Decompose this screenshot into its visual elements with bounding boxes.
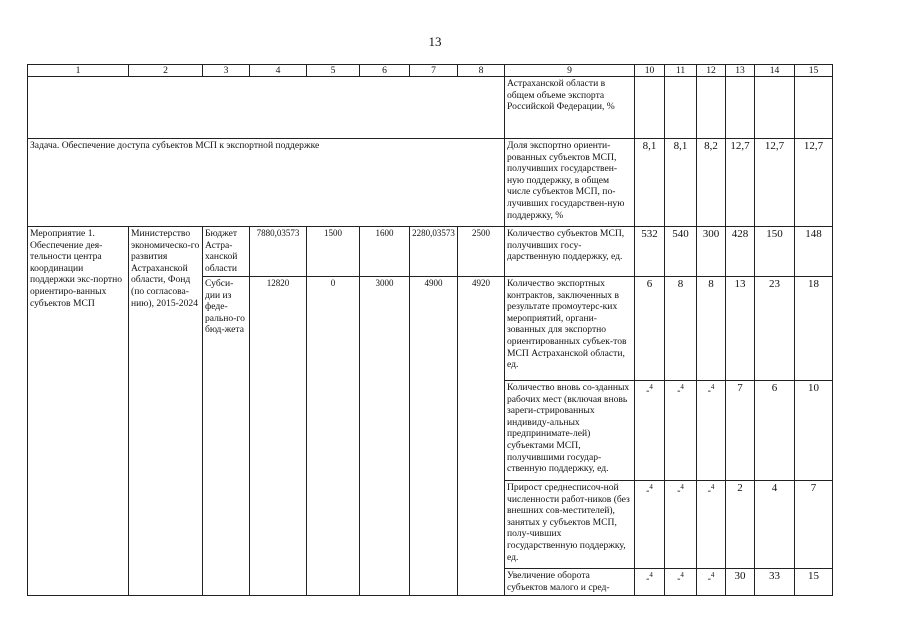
value-cell: 150 — [755, 227, 795, 277]
footnote-mark: 4 — [710, 383, 715, 391]
column-header: 1 — [28, 65, 129, 77]
funding-total: 12820 — [250, 277, 307, 596]
column-header: 13 — [726, 65, 755, 77]
value-cell: 12,7 — [795, 139, 833, 227]
value-cell: 8,2 — [697, 139, 726, 227]
value-cell: 12,7 — [726, 139, 755, 227]
measure-executor: Министерство экономическо-го развития Астраханской области, Фонд (по согласова-нию), 2015-2024 — [129, 227, 203, 596]
dash-value: - — [707, 385, 711, 397]
indicator-cell: Количество вновь со-зданных рабочих мест (включая вновь зареги-стрированных индивиду-альных предпринимате-лей) субъектами МСП, получившими государ-ственную поддержку, ед. — [505, 381, 635, 481]
indicator-cell: Доля экспортно ориенти-рованных субъектов МСП, получивших государствен-ную поддержку, в общем числе субъектов МСП, по-лучивших государствен-ную поддержку, % — [505, 139, 635, 227]
empty-cell — [755, 77, 795, 139]
value-cell: 33 — [755, 569, 795, 596]
value-cell: 8,1 — [665, 139, 697, 227]
value-cell — [635, 381, 665, 481]
column-header: 11 — [665, 65, 697, 77]
value-cell: 10 — [795, 381, 833, 481]
footnote-mark: 4 — [680, 571, 684, 579]
value-cell: 15 — [795, 569, 833, 596]
value-cell: 7 — [795, 481, 833, 569]
column-header: 9 — [505, 65, 635, 77]
measure-name: Мероприятие 1. Обеспечение дея-тельности центра координации поддержки экс-портно ориентиро-ванных субъектов МСП — [28, 227, 129, 596]
empty-cell — [697, 77, 726, 139]
funding-value: 1500 — [307, 227, 360, 277]
value-cell: 18 — [795, 277, 833, 381]
program-table — [27, 64, 833, 596]
dash-value: - — [707, 573, 711, 585]
value-cell — [635, 569, 665, 596]
column-header: 14 — [755, 65, 795, 77]
funding-value: 2500 — [458, 227, 505, 277]
value-cell — [665, 569, 697, 596]
value-cell: 300 — [697, 227, 726, 277]
footnote-mark: 4 — [649, 571, 653, 579]
funding-value: 0 — [307, 277, 360, 596]
footnote-mark: 4 — [649, 383, 653, 391]
column-header: 12 — [697, 65, 726, 77]
dash-value: - — [646, 573, 650, 585]
funding-value: 4900 — [410, 277, 458, 596]
footnote-mark: 4 — [649, 483, 653, 491]
value-cell: 8 — [665, 277, 697, 381]
column-header: 3 — [203, 65, 250, 77]
value-cell — [697, 481, 726, 569]
value-cell: 12,7 — [755, 139, 795, 227]
column-header: 7 — [410, 65, 458, 77]
empty-cell — [635, 77, 665, 139]
page-number: 13 — [428, 34, 442, 49]
funding-value: 1600 — [360, 227, 410, 277]
indicator-cell: Количество субъектов МСП, получивших госу-дарственную поддержку, ед. — [505, 227, 635, 277]
column-header: 8 — [458, 65, 505, 77]
column-header: 4 — [250, 65, 307, 77]
value-cell: 6 — [755, 381, 795, 481]
value-cell — [665, 381, 697, 481]
empty-cell — [28, 77, 505, 139]
column-header: 10 — [635, 65, 665, 77]
value-cell: 30 — [726, 569, 755, 596]
funding-source: Субси-дии из феде-рально-го бюд-жета — [203, 277, 250, 596]
indicator-cell: Количество экспортных контрактов, заключенных в результате промоутерс-ких мероприятий, органи-зованных для экспортно ориентированных субъек-тов МСП Астраханской области, ед. — [505, 277, 635, 381]
dash-value: - — [646, 385, 650, 397]
funding-value: 4920 — [458, 277, 505, 596]
value-cell: 540 — [665, 227, 697, 277]
dash-value: - — [677, 385, 681, 397]
empty-cell — [795, 77, 833, 139]
value-cell — [635, 481, 665, 569]
value-cell: 8 — [697, 277, 726, 381]
value-cell: 6 — [635, 277, 665, 381]
funding-source: Бюджет Астра-ханской области — [203, 227, 250, 277]
value-cell — [665, 481, 697, 569]
dash-value: - — [677, 485, 681, 497]
footnote-mark: 4 — [680, 483, 684, 491]
task-title: Задача. Обеспечение доступа субъектов МСП к экспортной поддержке — [28, 139, 505, 227]
funding-value: 3000 — [360, 277, 410, 596]
value-cell: 532 — [635, 227, 665, 277]
value-cell — [697, 569, 726, 596]
empty-cell — [726, 77, 755, 139]
dash-value: - — [677, 573, 681, 585]
measure-row-1 — [28, 227, 833, 277]
column-header: 6 — [360, 65, 410, 77]
value-cell: 8,1 — [635, 139, 665, 227]
funding-total: 7880,03573 — [250, 227, 307, 277]
value-cell: 7 — [726, 381, 755, 481]
column-header-row — [28, 65, 833, 77]
value-cell: 13 — [726, 277, 755, 381]
footnote-mark: 4 — [680, 383, 684, 391]
task-row — [28, 139, 833, 227]
indicator-cell: Астраханской области в общем объеме экспорта Российской Федерации, % — [505, 77, 635, 139]
funding-value: 2280,03573 — [410, 227, 458, 277]
value-cell — [697, 381, 726, 481]
value-cell: 23 — [755, 277, 795, 381]
dash-value: - — [707, 485, 711, 497]
value-cell: 148 — [795, 227, 833, 277]
footnote-mark: 4 — [710, 483, 715, 491]
indicator-cell: Прирост среднесписоч-ной численности работ-ников (без внешних сов-местителей), занятых у субъектов МСП, полу-чивших государственную поддержку, ед. — [505, 481, 635, 569]
column-header: 5 — [307, 65, 360, 77]
empty-cell — [665, 77, 697, 139]
value-cell: 4 — [755, 481, 795, 569]
value-cell: 428 — [726, 227, 755, 277]
column-header: 15 — [795, 65, 833, 77]
dash-value: - — [646, 485, 650, 497]
indicator-cell: Увеличение оборота субъектов малого и сред- — [505, 569, 635, 596]
value-cell: 2 — [726, 481, 755, 569]
column-header: 2 — [129, 65, 203, 77]
continuation-row — [28, 77, 833, 139]
footnote-mark: 4 — [710, 571, 715, 579]
